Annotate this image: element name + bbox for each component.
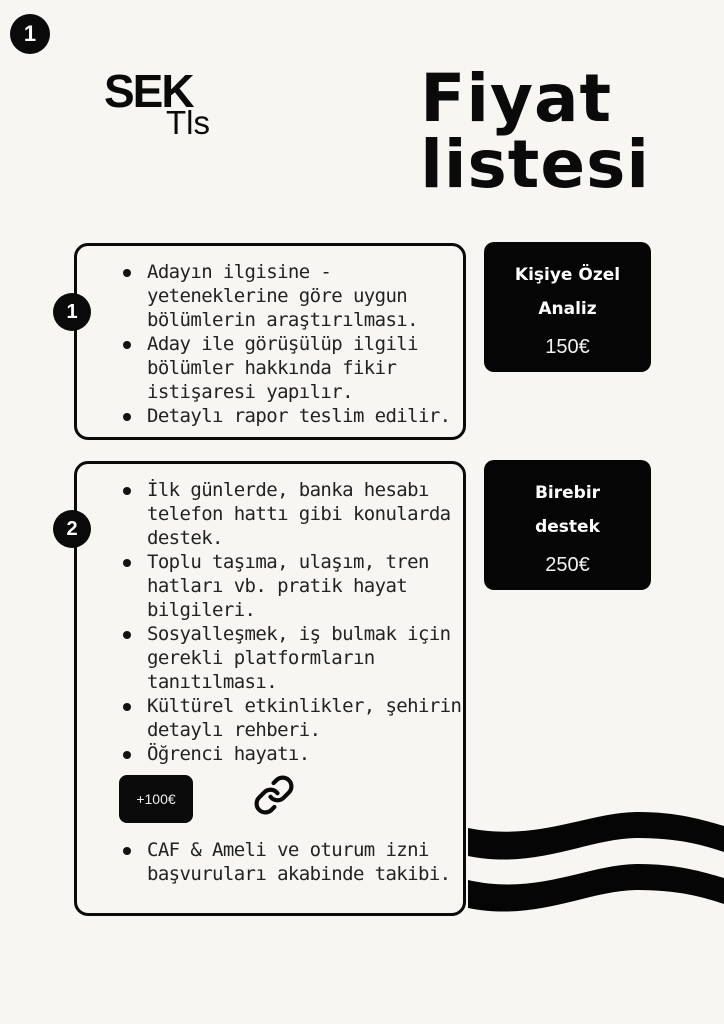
price-amount: 250€: [545, 554, 590, 576]
logo-text-bottom: Tls: [166, 104, 210, 141]
page-number-badge: 1: [10, 14, 50, 54]
service-number-badge: 2: [53, 510, 91, 548]
link-icon: [253, 774, 295, 816]
service-card-2: [66, 461, 466, 916]
price-box-title-line-1: Kişiye Özel: [514, 265, 621, 285]
page-title: [420, 60, 650, 203]
price-box-personal-analysis: [484, 242, 651, 372]
service-card-1: [66, 243, 466, 440]
list-item: Toplu taşıma, ulaşım, tren hatları vb. pratik hayat bilgileri.: [147, 550, 463, 622]
price-box-one-on-one-support: [484, 460, 651, 590]
list-item: İlk günlerde, banka hesabı telefon hattı gibi konularda destek.: [147, 478, 463, 550]
page-title-line-1: Fiyat: [420, 60, 613, 137]
addon-row: [77, 766, 463, 834]
list-item: CAF & Ameli ve oturum izni başvuruları akabinde takibi.: [147, 838, 463, 886]
price-amount: 150€: [545, 336, 590, 358]
addon-bullet-list: [77, 834, 463, 886]
page-title-line-2: listesi: [420, 126, 650, 203]
decorative-wave-stripes: [468, 800, 724, 920]
price-box-title-line-2: destek: [535, 517, 600, 537]
logo: [104, 65, 210, 141]
price-box-title-line-1: Birebir: [534, 483, 601, 503]
list-item: Aday ile görüşülüp ilgili bölümler hakkında fikir istişaresi yapılır.: [147, 332, 463, 404]
price-box-title-line-2: Analiz: [538, 299, 597, 319]
list-item: Sosyalleşmek, iş bulmak için gerekli platformların tanıtılması.: [147, 622, 463, 694]
list-item: Öğrenci hayatı.: [147, 742, 463, 766]
service-number-badge: 1: [53, 293, 91, 331]
logo-text-top: SEK: [104, 65, 193, 117]
list-item: Detaylı rapor teslim edilir.: [147, 404, 463, 428]
list-item: Kültürel etkinlikler, şehirin detaylı rehberi.: [147, 695, 462, 741]
list-item: Adayın ilgisine - yeteneklerine göre uygun bölümlerin araştırılması.: [147, 260, 463, 332]
service-bullet-list: [77, 246, 463, 428]
addon-price-badge: +100€: [119, 775, 193, 823]
service-bullet-list: [77, 464, 463, 766]
